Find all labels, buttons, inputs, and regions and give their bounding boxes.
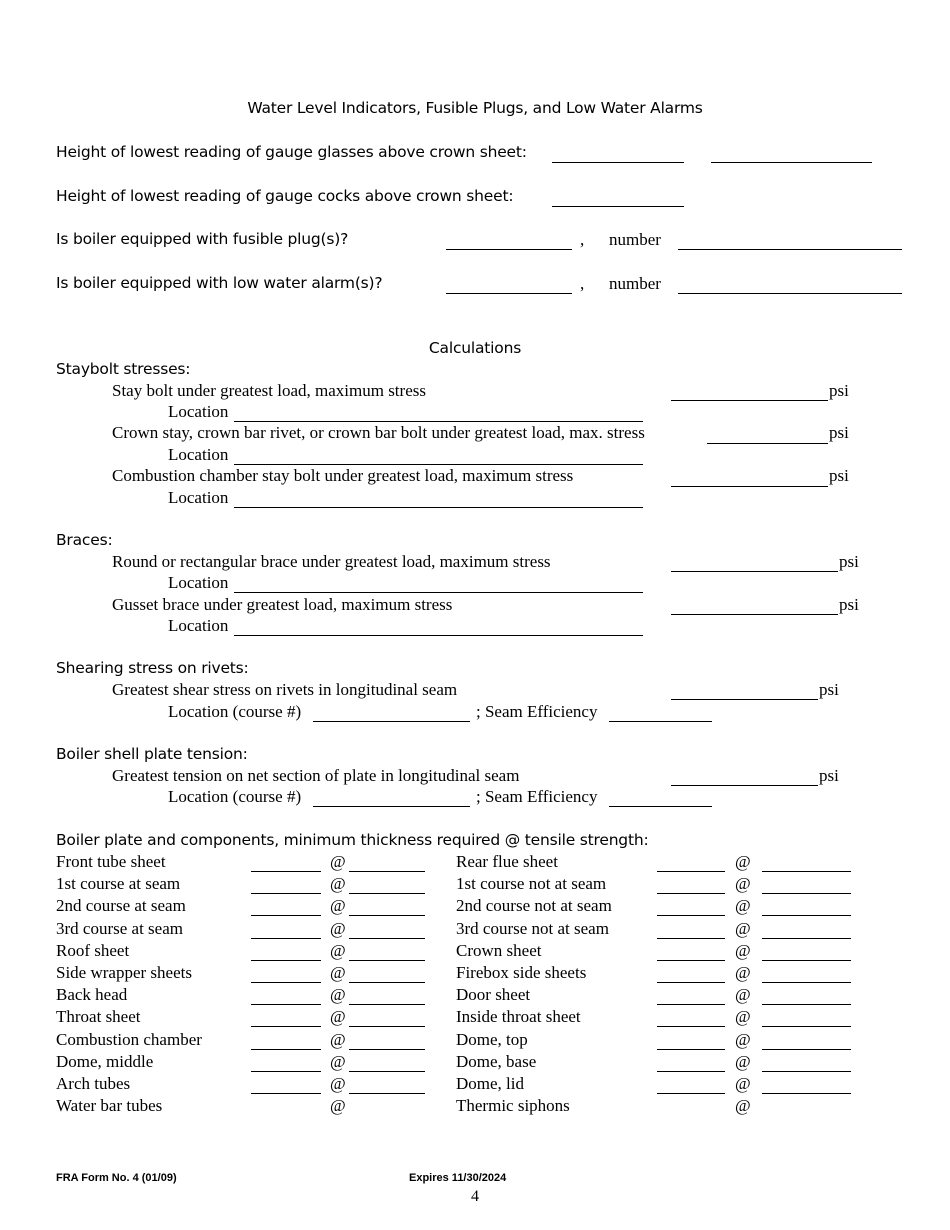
at-symbol: @ xyxy=(735,1051,751,1071)
at-symbol: @ xyxy=(330,1051,346,1071)
psi-unit: psi xyxy=(839,552,859,571)
shear-location-field[interactable] xyxy=(313,721,470,722)
tensile-strength-field[interactable] xyxy=(762,960,851,961)
at-symbol: @ xyxy=(330,1029,346,1049)
shearing-heading: Shearing stress on rivets: xyxy=(56,659,249,677)
gusset-brace-label: Gusset brace under greatest load, maximum stress xyxy=(112,595,453,614)
thickness-item-label: Dome, top xyxy=(456,1029,528,1049)
thickness-field[interactable] xyxy=(251,871,321,872)
thickness-heading: Boiler plate and components, minimum thickness required @ tensile strength: xyxy=(56,831,649,849)
shear-efficiency-field[interactable] xyxy=(609,721,712,722)
thickness-item-label: Water bar tubes xyxy=(56,1096,163,1116)
staybolt-location-field[interactable] xyxy=(234,421,643,422)
round-brace-label: Round or rectangular brace under greatest load, maximum stress xyxy=(112,552,551,571)
tensile-strength-field[interactable] xyxy=(349,1071,425,1072)
crown-stay-location-field[interactable] xyxy=(234,464,643,465)
section-title-water: Water Level Indicators, Fusible Plugs, and Low Water Alarms xyxy=(247,99,703,117)
at-symbol: @ xyxy=(735,1074,751,1093)
thickness-field[interactable] xyxy=(657,938,725,939)
thickness-field[interactable] xyxy=(251,938,321,939)
thickness-field[interactable] xyxy=(657,1049,725,1050)
thickness-item-label: Crown sheet xyxy=(456,940,542,960)
gusset-brace-location-field[interactable] xyxy=(234,635,643,636)
comma: , xyxy=(580,230,585,249)
thickness-field[interactable] xyxy=(657,915,725,916)
at-symbol: @ xyxy=(330,1096,346,1116)
tensile-strength-field[interactable] xyxy=(349,1004,425,1005)
tensile-strength-field[interactable] xyxy=(762,938,851,939)
thickness-item-label: Dome, lid xyxy=(456,1074,524,1093)
gauge-cocks-label: Height of lowest reading of gauge cocks above crown sheet: xyxy=(56,187,514,205)
gauge-glasses-label: Height of lowest reading of gauge glasses above crown sheet: xyxy=(56,143,527,161)
at-symbol: @ xyxy=(735,1007,751,1027)
psi-unit: psi xyxy=(819,766,839,785)
thickness-item-label: Front tube sheet xyxy=(56,852,166,871)
combustion-staybolt-label: Combustion chamber stay bolt under greatest load, maximum stress xyxy=(112,466,574,485)
thickness-item-label: Inside throat sheet xyxy=(456,1007,581,1027)
low-water-alarm-field[interactable] xyxy=(446,293,572,294)
tensile-strength-field[interactable] xyxy=(762,1049,851,1050)
at-symbol: @ xyxy=(735,896,751,916)
location-course-label: Location (course #) xyxy=(168,787,302,806)
thickness-field[interactable] xyxy=(657,982,725,983)
combustion-staybolt-stress-field[interactable] xyxy=(671,486,828,487)
at-symbol: @ xyxy=(330,896,346,916)
tensile-strength-field[interactable] xyxy=(349,1026,425,1027)
thickness-field[interactable] xyxy=(657,1071,725,1072)
low-water-alarm-number-field[interactable] xyxy=(678,293,902,294)
thickness-field[interactable] xyxy=(251,1071,321,1072)
braces-heading: Braces: xyxy=(56,531,113,549)
tensile-strength-field[interactable] xyxy=(762,1026,851,1027)
thickness-field[interactable] xyxy=(251,1026,321,1027)
at-symbol: @ xyxy=(330,963,346,982)
staybolt-heading: Staybolt stresses: xyxy=(56,360,191,378)
staybolt-item-label: Stay bolt under greatest load, maximum stress xyxy=(112,381,426,400)
thickness-item-label: Door sheet xyxy=(456,985,531,1005)
shear-stress-label: Greatest shear stress on rivets in longitudinal seam xyxy=(112,680,458,699)
thickness-field[interactable] xyxy=(657,960,725,961)
at-symbol: @ xyxy=(330,1074,346,1093)
thickness-field[interactable] xyxy=(251,982,321,983)
thickness-item-label: Roof sheet xyxy=(56,940,130,960)
tensile-strength-field[interactable] xyxy=(762,1071,851,1072)
form-number: FRA Form No. 4 (01/09) xyxy=(56,1172,177,1184)
thickness-item-label: Arch tubes xyxy=(56,1074,131,1093)
low-water-alarm-label: Is boiler equipped with low water alarm(s)? xyxy=(56,274,383,292)
thickness-field[interactable] xyxy=(657,1093,725,1094)
thickness-item-label: Side wrapper sheets xyxy=(56,963,192,982)
at-symbol: @ xyxy=(330,940,346,960)
tensile-strength-field[interactable] xyxy=(349,960,425,961)
at-symbol: @ xyxy=(330,985,346,1005)
staybolt-stress-field[interactable] xyxy=(671,400,828,401)
tension-efficiency-field[interactable] xyxy=(609,806,712,807)
tension-location-field[interactable] xyxy=(313,806,470,807)
at-symbol: @ xyxy=(735,874,751,894)
psi-unit: psi xyxy=(819,680,839,699)
location-label: Location xyxy=(168,573,229,592)
at-symbol: @ xyxy=(330,918,346,938)
crown-stay-label: Crown stay, crown bar rivet, or crown bar bolt under greatest load, max. stress xyxy=(112,423,645,442)
tensile-strength-field[interactable] xyxy=(762,1004,851,1005)
thickness-item-label: Thermic siphons xyxy=(456,1096,570,1116)
at-symbol: @ xyxy=(735,852,751,871)
expires-date: Expires 11/30/2024 xyxy=(409,1172,507,1184)
location-course-label: Location (course #) xyxy=(168,702,302,721)
section-title-calculations: Calculations xyxy=(428,339,522,357)
fusible-plugs-field[interactable] xyxy=(446,249,572,250)
thickness-field[interactable] xyxy=(251,1093,321,1094)
location-label: Location xyxy=(168,488,229,507)
at-symbol: @ xyxy=(735,1096,751,1116)
thickness-item-label: 1st course not at seam xyxy=(456,874,607,894)
thickness-field[interactable] xyxy=(657,1004,725,1005)
thickness-field[interactable] xyxy=(251,893,321,894)
tensile-strength-field[interactable] xyxy=(762,893,851,894)
at-symbol: @ xyxy=(330,1007,346,1027)
thickness-item-label: Back head xyxy=(56,985,128,1005)
thickness-item-label: 2nd course not at seam xyxy=(456,896,612,916)
seam-efficiency-label: ; Seam Efficiency xyxy=(476,787,598,806)
tensile-strength-field[interactable] xyxy=(349,1093,425,1094)
psi-unit: psi xyxy=(829,466,849,485)
tensile-strength-field[interactable] xyxy=(349,915,425,916)
at-symbol: @ xyxy=(735,963,751,982)
gusset-brace-stress-field[interactable] xyxy=(671,614,838,615)
gauge-glasses-field-2[interactable] xyxy=(711,162,872,163)
seam-efficiency-label: ; Seam Efficiency xyxy=(476,702,598,721)
thickness-field[interactable] xyxy=(251,915,321,916)
at-symbol: @ xyxy=(735,940,751,960)
page-number: 4 xyxy=(471,1188,479,1205)
round-brace-location-field[interactable] xyxy=(234,592,643,593)
tensile-strength-field[interactable] xyxy=(349,893,425,894)
psi-unit: psi xyxy=(829,423,849,442)
number-label: number xyxy=(609,274,661,293)
location-label: Location xyxy=(168,616,229,635)
thickness-item-label: Combustion chamber xyxy=(56,1029,202,1049)
thickness-field[interactable] xyxy=(251,1049,321,1050)
combustion-staybolt-location-field[interactable] xyxy=(234,507,643,508)
tensile-strength-field[interactable] xyxy=(349,871,425,872)
thickness-field[interactable] xyxy=(657,1026,725,1027)
psi-unit: psi xyxy=(839,595,859,614)
tensile-strength-field[interactable] xyxy=(762,982,851,983)
thickness-item-label: Rear flue sheet xyxy=(456,852,558,871)
fusible-plugs-number-field[interactable] xyxy=(678,249,902,250)
crown-stay-stress-field[interactable] xyxy=(707,443,828,444)
round-brace-stress-field[interactable] xyxy=(671,571,838,572)
gauge-glasses-field-1[interactable] xyxy=(552,162,684,163)
number-label: number xyxy=(609,230,661,249)
at-symbol: @ xyxy=(330,874,346,894)
thickness-item-label: 3rd course not at seam xyxy=(456,918,609,938)
at-symbol: @ xyxy=(330,852,346,871)
psi-unit: psi xyxy=(829,381,849,400)
thickness-field[interactable] xyxy=(251,960,321,961)
thickness-item-label: 1st course at seam xyxy=(56,874,181,894)
tensile-strength-field[interactable] xyxy=(762,1093,851,1094)
thickness-field[interactable] xyxy=(657,893,725,894)
thickness-item-label: Dome, base xyxy=(456,1051,537,1071)
at-symbol: @ xyxy=(735,985,751,1005)
thickness-item-label: Dome, middle xyxy=(56,1051,154,1071)
tensile-strength-field[interactable] xyxy=(762,915,851,916)
tension-heading: Boiler shell plate tension: xyxy=(56,745,248,763)
thickness-field[interactable] xyxy=(657,871,725,872)
shear-stress-field[interactable] xyxy=(671,699,818,700)
thickness-item-label: Firebox side sheets xyxy=(456,963,587,982)
location-label: Location xyxy=(168,445,229,464)
tensile-strength-field[interactable] xyxy=(762,871,851,872)
fusible-plugs-label: Is boiler equipped with fusible plug(s)? xyxy=(56,230,349,248)
thickness-field[interactable] xyxy=(251,1004,321,1005)
tensile-strength-field[interactable] xyxy=(349,982,425,983)
location-label: Location xyxy=(168,402,229,421)
gauge-cocks-field[interactable] xyxy=(552,206,684,207)
at-symbol: @ xyxy=(735,918,751,938)
tensile-strength-field[interactable] xyxy=(349,1049,425,1050)
thickness-item-label: Throat sheet xyxy=(56,1007,141,1027)
at-symbol: @ xyxy=(735,1029,751,1049)
thickness-item-label: 2nd course at seam xyxy=(56,896,186,916)
tension-field[interactable] xyxy=(671,785,818,786)
tension-label: Greatest tension on net section of plate in longitudinal seam xyxy=(112,766,520,785)
tensile-strength-field[interactable] xyxy=(349,938,425,939)
comma: , xyxy=(580,274,585,293)
thickness-item-label: 3rd course at seam xyxy=(56,918,183,938)
